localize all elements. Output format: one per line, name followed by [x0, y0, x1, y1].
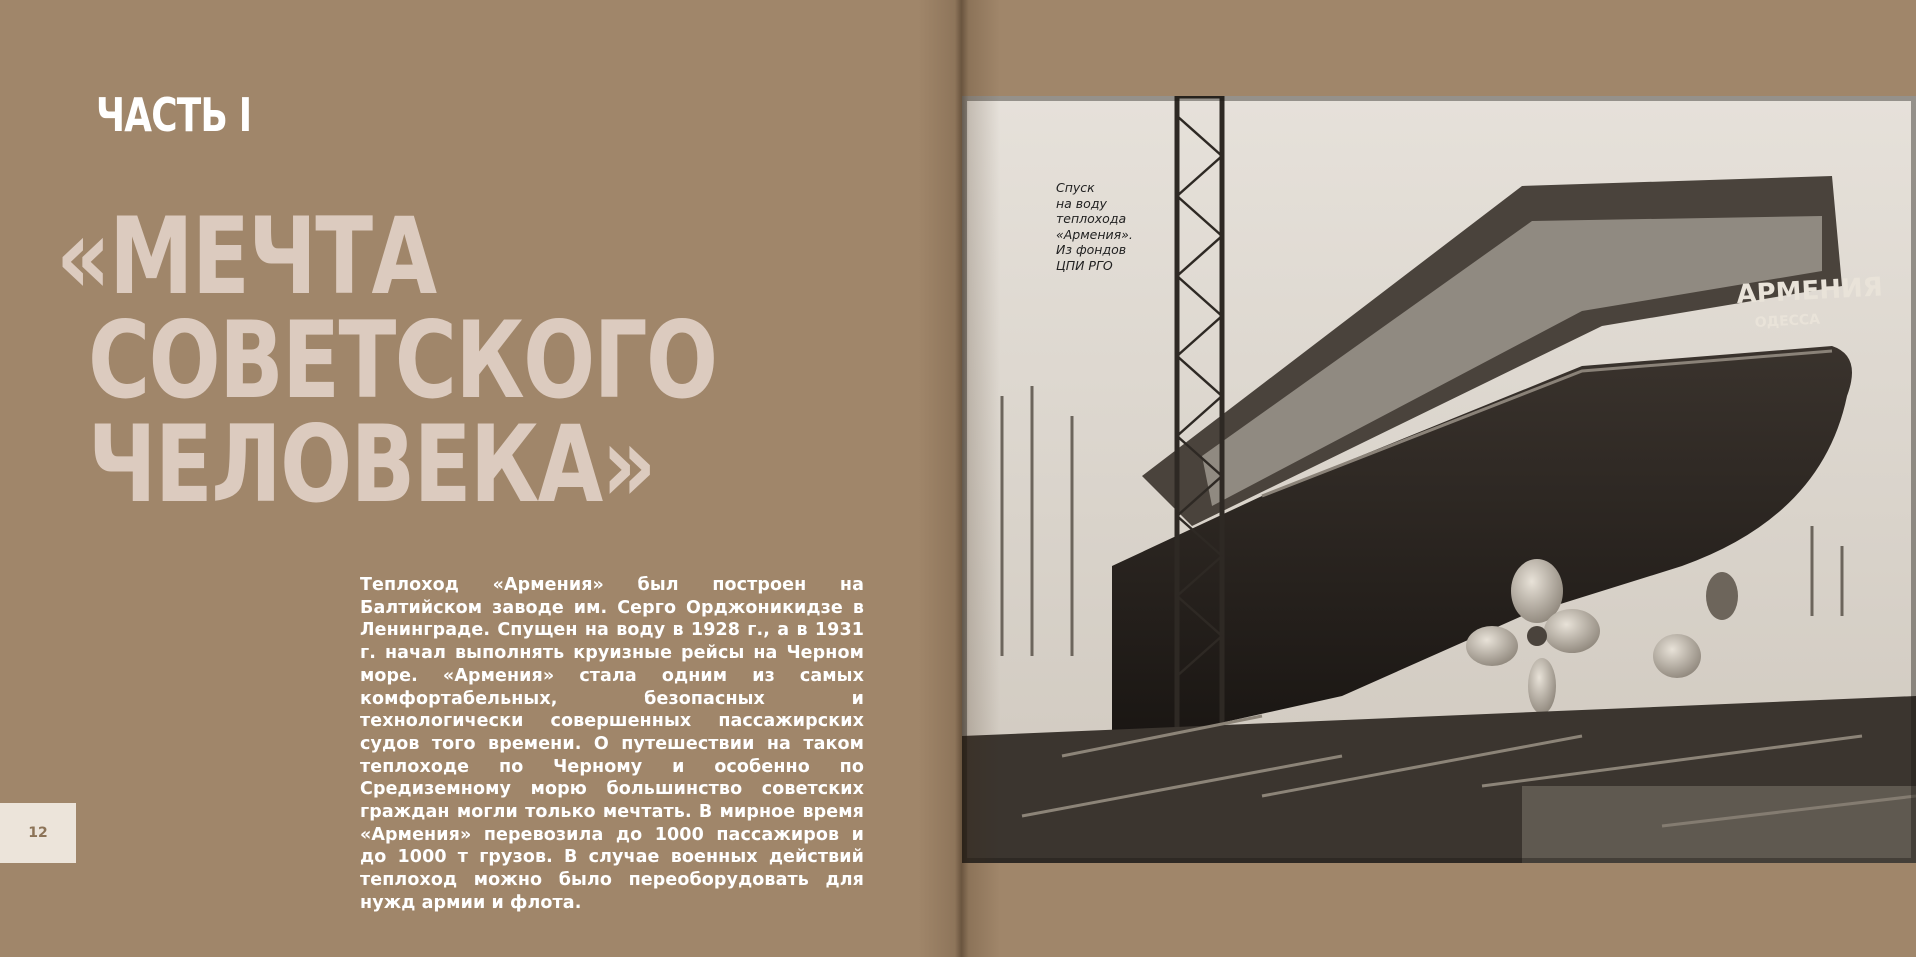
hull-ship-name: АРМЕНИЯ	[1735, 272, 1884, 310]
caption-line-5: Из фондов	[1056, 242, 1127, 257]
chapter-title-line-3: ЧЕЛОВЕКА»	[88, 403, 655, 526]
chapter-title	[56, 195, 717, 526]
photo-caption	[1056, 180, 1133, 273]
caption-line-2: на воду	[1056, 195, 1107, 211]
caption-line-1: Спуск	[1056, 180, 1095, 195]
body-paragraph: Теплоход «Армения» был построен на Балтийском заводе им. Серго Орджоникидзе в Ленинграде. Спущен на воду в 1928 г., а в 1931 г. начал выполнять круизные рейсы на Черном море. «Армения» стала одним из самых комфортабельных, безопасных и технологически совершенных пассажирских судов того времени. О путешествии на таком теплоходе по Черному и особенно по Средиземному морю большинство советских граждан могли только мечтать. В мирное время «Армения» перевозила до 1000 пассажиров и до 1000 т грузов. В случае военных действий теплоход можно было переоборудовать для нужд армии и флота.	[360, 575, 864, 913]
caption-line-3: теплохода	[1056, 211, 1127, 226]
chapter-title-line-2: СОВЕТСКОГО	[88, 299, 717, 422]
caption-line-6: ЦПИ РГО	[1056, 257, 1113, 273]
hull-home-port: ОДЕССА	[1754, 311, 1821, 331]
chapter-title-line-1: «МЕЧТА	[56, 195, 436, 318]
caption-line-4: «Армения».	[1056, 226, 1133, 242]
page-number: 12	[28, 825, 48, 841]
page-number-box	[0, 803, 76, 863]
part-title: ЧАСТЬ I	[96, 88, 252, 142]
water	[1522, 786, 1916, 863]
